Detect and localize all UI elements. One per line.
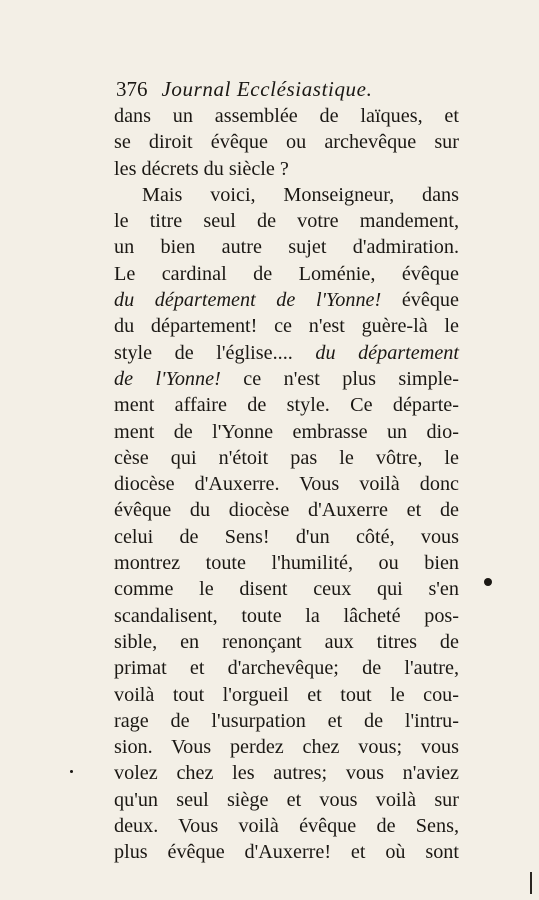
text-line — [114, 734, 459, 760]
text-line — [114, 287, 459, 313]
text-segment: sion. Vous perdez chez vous; vous — [114, 736, 459, 759]
text-line — [114, 708, 459, 734]
text-segment: ce n'est plus simple- — [220, 367, 459, 390]
text-line — [114, 261, 459, 287]
text-segment: sible, en renonçant aux titres de — [114, 630, 459, 653]
text-segment: scandalisent, toute la lâcheté pos- — [114, 604, 459, 627]
text-segment: les décrets du siècle ? — [114, 157, 289, 180]
text-segment: volez chez les autres; vous n'aviez — [114, 762, 459, 785]
text-line — [114, 839, 459, 865]
text-segment: deux. Vous voilà évêque de Sens, — [114, 815, 459, 838]
text-line — [114, 813, 459, 839]
text-line — [114, 392, 459, 418]
text-segment: plus évêque d'Auxerre! et où sont — [114, 841, 459, 864]
text-line — [114, 208, 459, 234]
body-text — [114, 103, 459, 866]
italic-text-segment: du département — [315, 341, 459, 364]
text-segment: style de l'église.... — [114, 341, 316, 364]
text-segment: Mais voici, Monseigneur, dans — [142, 183, 459, 206]
text-segment: primat et d'archevêque; de l'autre, — [114, 657, 459, 680]
text-segment: rage de l'usurpation et de l'intru- — [114, 709, 459, 732]
text-line — [114, 419, 459, 445]
text-segment: dans un assemblée de laïques, et — [114, 105, 459, 127]
text-line — [114, 234, 459, 260]
italic-text-segment: de l'Yonne! — [114, 367, 221, 390]
text-line — [114, 156, 459, 182]
text-line — [114, 550, 459, 576]
text-segment: se diroit évêque ou archevêque sur — [114, 131, 459, 154]
text-segment: du département! ce n'est guère-là le — [114, 315, 459, 338]
text-segment: diocèse d'Auxerre. Vous voilà donc — [114, 473, 459, 496]
text-segment: évêque — [381, 289, 459, 312]
text-line — [114, 655, 459, 681]
text-line — [114, 497, 459, 523]
text-line — [114, 682, 459, 708]
text-line — [114, 471, 459, 497]
text-segment: ment de l'Yonne embrasse un dio- — [114, 420, 459, 443]
text-line — [114, 603, 459, 629]
text-line — [114, 313, 459, 339]
text-line — [114, 129, 459, 155]
text-line — [114, 760, 459, 786]
text-line — [114, 103, 459, 129]
text-segment: montrez toute l'humilité, ou bien — [114, 552, 459, 575]
text-line — [114, 787, 459, 813]
page-number: 376 — [116, 77, 148, 101]
text-segment: évêque du diocèse d'Auxerre et de — [114, 499, 459, 522]
text-line — [114, 576, 459, 602]
running-title: Journal Ecclésiastique. — [161, 77, 373, 101]
text-line — [114, 182, 459, 208]
page-header — [116, 74, 456, 104]
text-line — [114, 445, 459, 471]
text-segment: le titre seul de votre mandement, — [114, 210, 459, 233]
text-line — [114, 524, 459, 550]
italic-text-segment: du département de l'Yonne! — [114, 289, 382, 312]
text-segment: celui de Sens! d'un côté, vous — [114, 525, 459, 548]
text-segment: voilà tout l'orgueil et tout le cou- — [114, 683, 459, 706]
text-line — [114, 366, 459, 392]
ink-speck — [70, 770, 73, 773]
text-segment: un bien autre sujet d'admiration. — [114, 236, 459, 259]
text-segment: qu'un seul siège et vous voilà sur — [114, 788, 459, 811]
text-segment: Le cardinal de Loménie, évêque — [114, 262, 459, 285]
ink-speck — [484, 578, 492, 586]
text-line — [114, 629, 459, 655]
text-segment: cèse qui n'étoit pas le vôtre, le — [114, 446, 459, 469]
text-segment: comme le disent ceux qui s'en — [114, 578, 459, 601]
text-line — [114, 340, 459, 366]
page-edge-mark — [530, 872, 532, 894]
text-segment: ment affaire de style. Ce départe- — [114, 394, 459, 417]
